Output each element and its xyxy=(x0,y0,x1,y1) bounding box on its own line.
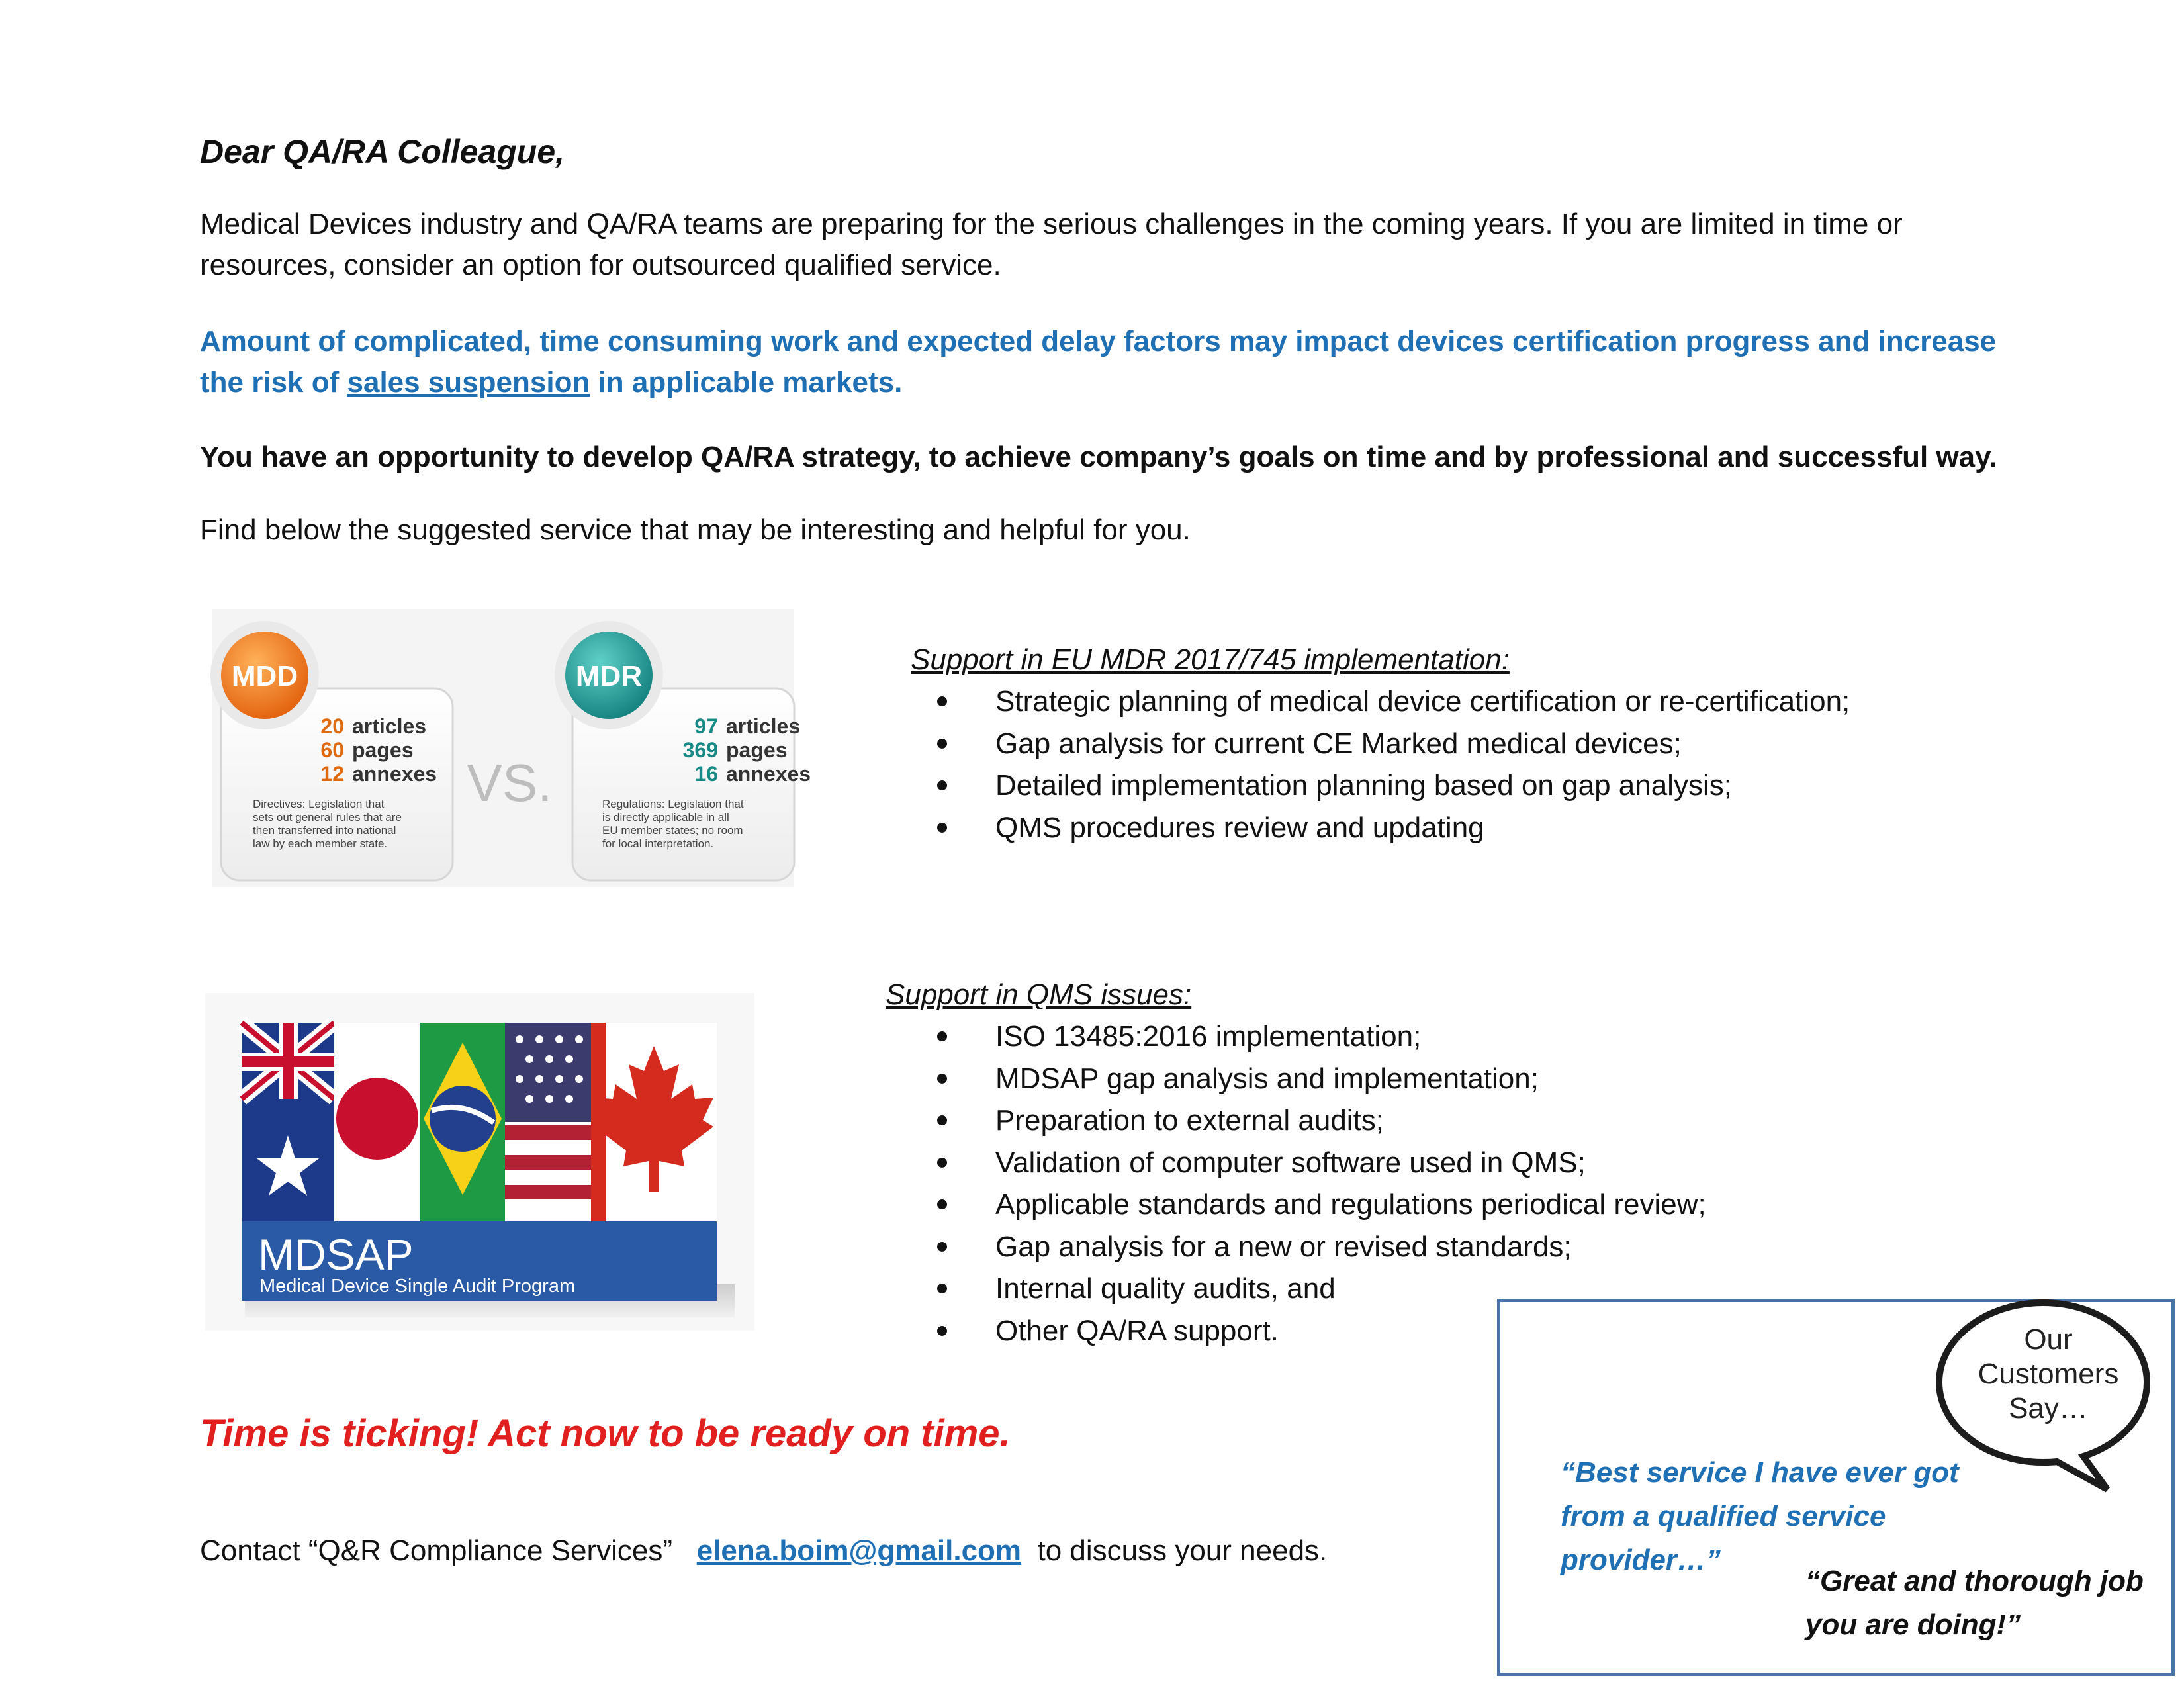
australia-flag xyxy=(242,1023,334,1221)
mdr-stat-num: 97 xyxy=(694,714,718,738)
risk-paragraph xyxy=(200,321,2026,403)
mdd-note-line: sets out general rules that are xyxy=(253,811,402,823)
mdr-stat-word: annexes xyxy=(726,762,811,786)
mdd-stat-word: pages xyxy=(352,738,414,762)
mdr-note-line: Regulations: Legislation that xyxy=(602,798,744,810)
mdd-note-line: law by each member state. xyxy=(253,837,388,850)
list-item: QMS procedures review and updating xyxy=(911,807,1850,849)
japan-flag xyxy=(334,1023,420,1221)
list-item: Strategic planning of medical device certification or re-certification; xyxy=(911,680,1850,723)
bubble-text xyxy=(1959,1323,2138,1426)
mdd-vs-mdr-graphic xyxy=(212,609,811,887)
sales-suspension-link[interactable]: sales suspension xyxy=(347,366,590,399)
mdsap-title: MDSAP xyxy=(258,1230,414,1279)
mdr-service-list xyxy=(911,680,1850,849)
list-item: Gap analysis for a new or revised standards; xyxy=(911,1226,1706,1268)
mdr-stat-num: 16 xyxy=(694,762,718,786)
canada-flag xyxy=(591,1023,717,1221)
find-below-paragraph: Find below the suggested service that may be interesting and helpful for you. xyxy=(200,514,1191,546)
list-item: ISO 13485:2016 implementation; xyxy=(911,1015,1706,1058)
mdsap-subtitle: Medical Device Single Audit Program xyxy=(259,1276,576,1297)
mdr-label: MDR xyxy=(575,660,643,692)
qms-section-title: Support in QMS issues: xyxy=(886,978,1192,1011)
usa-flag xyxy=(505,1023,591,1221)
mdr-section-title: Support in EU MDR 2017/745 implementation: xyxy=(911,643,1510,676)
list-item: Other QA/RA support. xyxy=(911,1310,1706,1352)
list-item: Validation of computer software used in QMS; xyxy=(911,1142,1706,1184)
mdd-label: MDD xyxy=(231,660,298,692)
list-item: Detailed implementation planning based on gap analysis; xyxy=(911,765,1850,807)
mdr-note-line: is directly applicable in all xyxy=(602,811,729,823)
mdr-note-line: EU member states; no room xyxy=(602,824,743,837)
mdr-stat-word: articles xyxy=(726,714,801,738)
mdr-note-line: for local interpretation. xyxy=(602,837,714,850)
list-item: Applicable standards and regulations periodical review; xyxy=(911,1184,1706,1226)
mdd-stat-word: annexes xyxy=(352,762,437,786)
greeting: Dear QA/RA Colleague, xyxy=(200,133,565,170)
mdd-stat-num: 60 xyxy=(320,738,344,762)
mdd-stat-num: 20 xyxy=(320,714,344,738)
opportunity-paragraph: You have an opportunity to develop QA/RA strategy, to achieve company’s goals on time and by professional and successful way. xyxy=(200,441,1997,473)
list-item: Preparation to external audits; xyxy=(911,1100,1706,1142)
email-link[interactable]: elena.boim@gmail.com xyxy=(696,1534,1022,1567)
testimonial-quote-2: “Great and thorough job you are doing!” xyxy=(1805,1565,2144,1641)
mdd-note xyxy=(253,798,402,850)
risk-text-after: in applicable markets. xyxy=(590,366,903,399)
mdd-note-line: then transferred into national xyxy=(253,824,396,837)
brazil-flag xyxy=(420,1023,505,1221)
mdd-stat-num: 12 xyxy=(320,762,344,786)
vs-label: VS. xyxy=(467,753,553,812)
testimonial-quote-1: “Best service I have ever got from a qualified service provider…” xyxy=(1561,1456,1959,1576)
list-item: Internal quality audits, and xyxy=(911,1268,1706,1310)
mdsap-flags-graphic xyxy=(205,993,754,1331)
mdd-stat-word: articles xyxy=(352,714,427,738)
mdd-note-line: Directives: Legislation that xyxy=(253,798,385,810)
mdr-stat-num: 369 xyxy=(682,738,718,762)
bubble-line: Customers xyxy=(1978,1358,2119,1390)
contact-line xyxy=(200,1530,1327,1571)
risk-text-before: Amount of complicated, time consuming work and expected delay factors may impact devices certification progress and increase the risk of xyxy=(200,325,1997,399)
contact-text-before: Contact “Q&R Compliance Services” xyxy=(200,1534,697,1567)
bubble-line: Say… xyxy=(2009,1392,2088,1425)
list-item: MDSAP gap analysis and implementation; xyxy=(911,1058,1706,1100)
bubble-line: Our xyxy=(2024,1323,2073,1356)
intro-paragraph: Medical Devices industry and QA/RA teams are preparing for the serious challenges in the coming years. If you are limited in time or resources, consider an option for outsourced qualified service. xyxy=(200,208,1903,281)
list-item: Gap analysis for current CE Marked medical devices; xyxy=(911,723,1850,765)
urgent-callout: Time is ticking! Act now to be ready on time. xyxy=(200,1412,1011,1455)
contact-text-after: to discuss your needs. xyxy=(1021,1534,1328,1567)
mdr-stat-word: pages xyxy=(726,738,788,762)
